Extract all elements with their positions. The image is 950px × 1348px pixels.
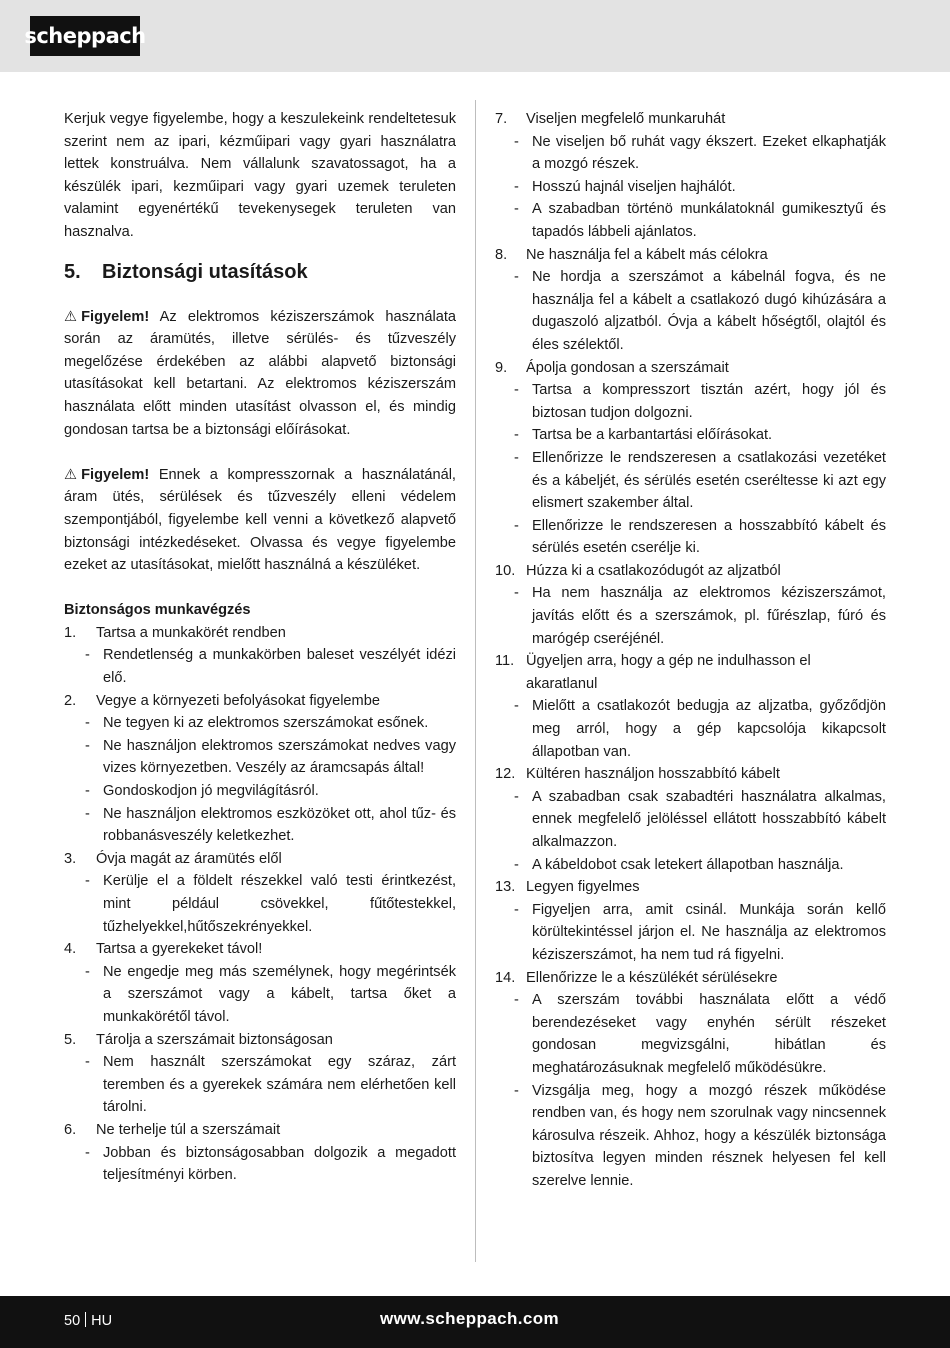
bullet-text: Kerülje el a földelt részekkel való testi érintkezést, mint például csövekkel, fűtőtestekkel, tűzhelyekkel,hűtőszekrényekkel. — [103, 873, 456, 935]
numbered-item — [64, 938, 456, 961]
bullet-item — [495, 424, 886, 447]
item-title: Ápolja gondosan a szerszámait — [526, 359, 729, 376]
bullet-text: Ellenőrizze le rendszeresen a csatlakozási vezetéket és a kábeljét, és sérülés esetén cseréltesse ki azt egy elismert szakember által. — [532, 449, 886, 512]
bullet-text: Ne használjon elektromos szerszámokat nedves vagy vizes környezetben. Veszély az áramcsapás által! — [103, 737, 456, 777]
numbered-item — [495, 876, 886, 899]
left-column — [64, 108, 456, 1187]
bullet-text: Ne hordja a szerszámot a kábelnál fogva, és ne használja fel a kábelt a csatlakozó dugó kihúzására a dugaszoló aljzatból. Óvja a kábelt hőségtől, olajtól és éles szélektől. — [532, 269, 886, 353]
bullet-text: A kábeldobot csak letekert állapotban használja. — [532, 856, 844, 873]
bullet-item — [495, 176, 886, 199]
warning-paragraph-2 — [64, 464, 456, 577]
warning-triangle-icon: ⚠ — [64, 466, 78, 483]
item-title: Húzza ki a csatlakozódugót az aljzatból — [526, 562, 781, 579]
bullet-text: Ne viseljen bő ruhát vagy ékszert. Ezeket elkaphatják a mozgó részek. — [532, 133, 886, 173]
numbered-item — [64, 1029, 456, 1052]
warning-label: Figyelem! — [81, 466, 150, 483]
bullet-text: Rendetlenség a munkakörben baleset veszélyét idézi elő. — [103, 647, 456, 687]
bullet-text: Ne engedje meg más személynek, hogy megérintsék a szerszámot vagy a kábelt, tartsa őket a munkakörétől távol. — [103, 963, 456, 1025]
item-number: 5. — [64, 1031, 77, 1048]
dash-marker: - — [85, 873, 90, 890]
dash-marker: - — [85, 715, 90, 732]
bullet-item — [64, 644, 456, 689]
bullet-text: Tartsa a kompresszort tisztán azért, hogy jól és biztosan tudjon dolgozni. — [532, 382, 886, 421]
bullet-item — [495, 989, 886, 1079]
item-number: 12. — [495, 766, 516, 783]
bullet-text: Ne használjon elektromos eszközöket ott, ahol tűz- és robbanásveszély keletkezhet. — [103, 805, 456, 845]
item-number: 13. — [495, 879, 516, 896]
item-number: 14. — [495, 969, 516, 986]
bullet-text: Vizsgálja meg, hogy a mozgó részek működése rendben van, és hogy nem szorulnak vagy nincsennek károsulva részeik. Ahhoz, hogy a készülék biztonsága biztosítva legyen minden résznek helyesen fel kell szerelve lennie. — [532, 1082, 886, 1189]
numbered-item — [64, 848, 456, 871]
dash-marker: - — [85, 963, 90, 980]
column-divider — [475, 100, 476, 1262]
numbered-item — [64, 1119, 456, 1142]
dash-marker: - — [85, 783, 90, 800]
dash-marker: - — [514, 585, 519, 602]
item-title: Ellenőrizze le a készülékét sérülésekre — [526, 969, 778, 986]
item-title: Ne használja fel a kábelt más célokra — [526, 246, 768, 263]
bullet-text: Ha nem használja az elektromos kéziszerszámot, javítás előtt és a szerszámok, pl. fűrészlap, fúró és marógép cseréjénél. — [532, 585, 886, 647]
numbered-item — [495, 967, 886, 990]
item-title: Ügyeljen arra, hogy a gép ne indulhasson el akaratlanul — [526, 653, 811, 692]
left-safety-list — [64, 622, 456, 1187]
bullet-item — [495, 786, 886, 854]
dash-marker: - — [514, 269, 519, 286]
page-info — [64, 1312, 112, 1329]
numbered-item — [495, 763, 886, 786]
dash-marker: - — [514, 901, 519, 918]
bullet-item — [495, 899, 886, 967]
bullet-item — [64, 780, 456, 803]
bullet-text: Hosszú hajnál viseljen hajhálót. — [532, 178, 736, 195]
page-footer — [0, 1296, 950, 1348]
warning-label: Figyelem! — [81, 308, 150, 325]
dash-marker: - — [514, 698, 519, 715]
warning-paragraph-1 — [64, 306, 456, 442]
dash-marker: - — [514, 856, 519, 873]
bullet-item — [64, 712, 456, 735]
item-number: 7. — [495, 111, 508, 127]
bullet-item — [495, 854, 886, 877]
item-number: 1. — [64, 624, 77, 641]
item-number: 9. — [495, 359, 508, 376]
bullet-item — [495, 1080, 886, 1193]
numbered-item — [495, 244, 886, 267]
item-number: 10. — [495, 562, 516, 579]
bullet-item — [64, 1051, 456, 1119]
numbered-item — [64, 690, 456, 713]
bullet-text: Nem használt szerszámokat egy száraz, zárt teremben és a gyerekek számára nem elérhetően kell tárolni. — [103, 1054, 456, 1116]
right-column — [495, 108, 886, 1193]
bullet-text: Mielőtt a csatlakozót bedugja az aljzatba, győződjön meg arról, hogy a gép kapcsolója kikapcsolt állapotban van. — [532, 698, 886, 760]
website-url: www.scheppach.com — [380, 1309, 560, 1328]
warning-text: Az elektromos kéziszerszámok használata során az áramütés, illetve sérülés- és tűzveszély megelőzése érdekében az alábbi alapvető biztonsági utasításokat kell betartani. Az elektromos kéziszerszám használata előtt minden utasítást olvasson el, és mindig gondosan tartsa be a biztonsági előírásokat. — [64, 308, 456, 438]
page-header — [0, 0, 950, 72]
dash-marker: - — [514, 382, 519, 399]
item-number: 11. — [495, 653, 515, 670]
bullet-item — [64, 735, 456, 780]
bullet-text: Tartsa be a karbantartási előírásokat. — [532, 427, 773, 444]
bullet-item — [495, 582, 886, 650]
dash-marker: - — [514, 788, 519, 805]
bullet-item — [64, 1142, 456, 1187]
item-number: 8. — [495, 246, 508, 263]
bullet-text: A szabadban csak szabadtéri használatra alkalmas, ennek megfelelő jelöléssel ellátott hosszabbító kábelt alkalmazzon. — [532, 788, 886, 850]
section-title: Biztonsági utasítások — [102, 260, 308, 283]
dash-marker: - — [514, 427, 519, 444]
bullet-item — [495, 198, 886, 243]
scheppach-logo: scheppach — [30, 16, 140, 56]
dash-marker: - — [85, 1054, 90, 1071]
item-title: Vegye a környezeti befolyásokat figyelembe — [96, 692, 380, 709]
dash-marker: - — [514, 992, 519, 1009]
item-number: 6. — [64, 1121, 77, 1138]
item-title: Tartsa a gyerekeket távol! — [96, 941, 263, 958]
item-title: Legyen figyelmes — [526, 879, 640, 896]
item-title: Ne terhelje túl a szerszámait — [96, 1121, 281, 1138]
bullet-text: Ellenőrizze le rendszeresen a hosszabbító kábelt és sérülés esetén cserélje ki. — [532, 517, 886, 557]
numbered-item — [495, 650, 886, 695]
bullet-text: Figyeljen arra, amit csinál. Munkája során kellő körültekintéssel járjon el. Ne használja az elektromos kéziszerszámot, ha nem tud rá figyelni. — [532, 901, 886, 963]
warning-triangle-icon: ⚠ — [64, 308, 78, 325]
bullet-item — [495, 447, 886, 515]
numbered-item — [495, 108, 886, 131]
item-title: Kültéren használjon hosszabbító kábelt — [526, 766, 780, 783]
dash-marker: - — [514, 133, 519, 150]
dash-marker: - — [514, 517, 519, 534]
item-title: Óvja magát az áramütés elől — [96, 850, 282, 867]
subheading: Biztonságos munkavégzés — [64, 602, 251, 619]
bullet-text: Gondoskodjon jó megvilágításról. — [103, 783, 319, 800]
warning-text: Ennek a kompresszornak a használatánál, áram ütés, sérülések és tűzveszély elleni védelem szempontjából, figyelembe kell venni a következő alapvető biztonsági intézkedéseket. Olvassa és vegye figyelembe ezeket az utasításokat, mielőtt használná a készüléket. — [64, 466, 456, 574]
dash-marker: - — [514, 178, 519, 195]
bullet-item — [64, 803, 456, 848]
item-number: 3. — [64, 850, 77, 867]
bullet-item — [495, 515, 886, 560]
dash-marker: - — [85, 647, 90, 664]
bullet-item — [495, 695, 886, 763]
dash-marker: - — [514, 449, 519, 466]
bullet-item — [495, 131, 886, 176]
numbered-item — [64, 622, 456, 645]
right-safety-list — [495, 108, 886, 1193]
bullet-item — [64, 870, 456, 938]
bullet-item — [495, 266, 886, 356]
page-number: 50 — [64, 1313, 81, 1329]
bullet-item — [64, 961, 456, 1029]
numbered-item — [495, 357, 886, 380]
bullet-item — [495, 379, 886, 424]
bullet-text: Jobban és biztonságosabban dolgozik a megadott teljesítményi körben. — [103, 1144, 456, 1184]
dash-marker: - — [514, 1082, 519, 1099]
numbered-item — [495, 560, 886, 583]
section-number: 5. — [64, 260, 81, 283]
item-title: Viseljen megfelelő munkaruhát — [526, 111, 726, 127]
bullet-text: Ne tegyen ki az elektromos szerszámokat esőnek. — [103, 715, 429, 732]
dash-marker: - — [85, 805, 90, 822]
item-number: 4. — [64, 941, 77, 958]
dash-marker: - — [514, 201, 519, 218]
bullet-text: A szabadban történö munkálatoknál gumikesztyű és tapadós lábbeli ajánlatos. — [532, 201, 886, 240]
item-number: 2. — [64, 692, 77, 709]
item-title: Tárolja a szerszámait biztonságosan — [96, 1031, 333, 1048]
language-code: HU — [91, 1313, 113, 1329]
dash-marker: - — [85, 737, 90, 754]
dash-marker: - — [85, 1144, 90, 1161]
section-heading — [64, 258, 456, 286]
bullet-text: A szerszám további használata előtt a védő berendezéseket vagy enyhén sérült részeket gondosan megvizsgálni, hibátlan és meghatározásuknak megfelelő működésükre. — [532, 992, 886, 1076]
item-title: Tartsa a munkakörét rendben — [96, 624, 286, 641]
intro-paragraph: Kerjuk vegye figyelembe, hogy a keszulekeink rendeltetesuk szerint nem az ipari, kézműipari vagy gyari használatra lettek konstruálva. Nem vállalunk szavatossagot, ha a készülék ipari, kezműipari vagy gyari uzemek teruleten valamint egyenértékű tevekenysegek teruleten van hasznalva. — [64, 111, 456, 240]
